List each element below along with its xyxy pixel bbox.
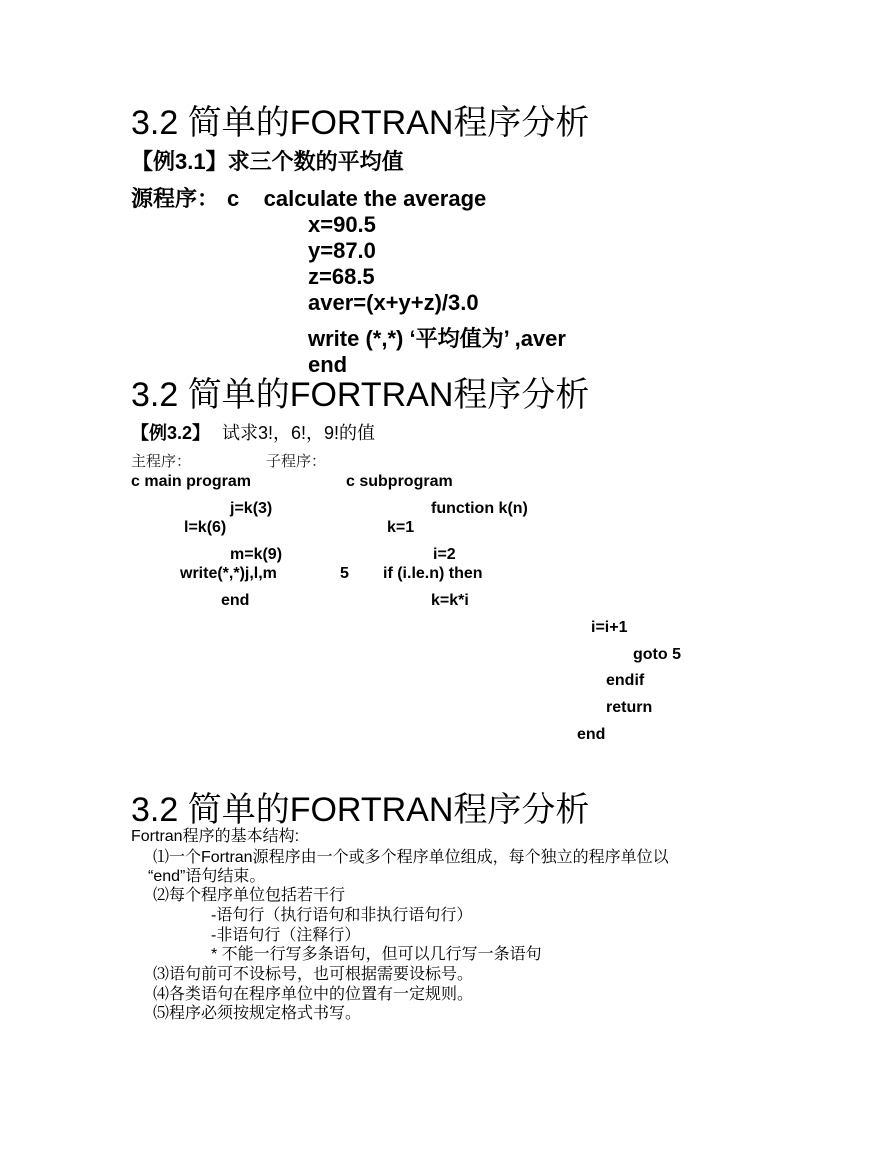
section1-heading: 3.2 简单的FORTRAN程序分析 <box>131 104 590 142</box>
main-code-line: l=k(6) <box>184 519 227 536</box>
structure-intro: Fortran程序的基本结构: <box>131 828 300 845</box>
main-code-line: end <box>221 592 250 609</box>
sub-code-line: end <box>577 726 606 743</box>
source-label: 源程序： <box>131 186 220 211</box>
code-line: end <box>308 352 348 377</box>
code-line: z=68.5 <box>308 264 375 289</box>
structure-item: ⑶语句前可不设标号，也可根据需要设标号。 <box>153 966 474 983</box>
structure-item: ⑸程序必须按规定格式书写。 <box>153 1005 362 1022</box>
code-line: y=87.0 <box>308 238 376 263</box>
sub-code-line: i=2 <box>433 546 456 563</box>
code-line: x=90.5 <box>308 212 376 237</box>
main-program-label: 主程序： <box>131 453 192 470</box>
structure-item: ⑷各类语句在程序单位中的位置有一定规则。 <box>153 986 474 1003</box>
structure-item: ⑴一个Fortran源程序由一个或多个程序单位组成，每个独立的程序单位以 <box>153 849 669 866</box>
main-code-line: write(*,*)j,l,m <box>180 565 277 582</box>
example-3-2-label: 【例3.2】 <box>131 423 211 443</box>
sub-code-line: function k(n) <box>431 500 528 517</box>
main-code-line: c main program <box>131 473 252 490</box>
sub-code-line: return <box>606 699 653 716</box>
structure-item-cont: “end”语句结束。 <box>148 868 266 885</box>
statement-label-5: 5 <box>340 565 349 582</box>
sub-code-line: goto 5 <box>633 646 681 663</box>
sub-code-line: endif <box>606 672 645 689</box>
sub-code-line: c subprogram <box>346 473 453 490</box>
section2-heading: 3.2 简单的FORTRAN程序分析 <box>131 376 590 414</box>
section3-heading: 3.2 简单的FORTRAN程序分析 <box>131 791 590 829</box>
structure-subitem: -语句行（执行语句和非执行语句行） <box>211 907 473 924</box>
code-line: c calculate the average <box>227 186 487 211</box>
example-3-2-text: 试求3!，6!，9!的值 <box>222 423 376 443</box>
code-line: aver=(x+y+z)/3.0 <box>308 290 479 315</box>
main-code-line: j=k(3) <box>230 500 273 517</box>
sub-code-line: k=1 <box>387 519 415 536</box>
structure-item: ⑵每个程序单位包括若干行 <box>153 887 346 904</box>
main-code-line: m=k(9) <box>230 546 283 563</box>
structure-note: * 不能一行写多条语句，但可以几行写一条语句 <box>211 946 542 963</box>
sub-code-line: if (i.le.n) then <box>383 565 483 582</box>
code-line: write (*,*) ‘平均值为’ ,aver <box>308 326 566 351</box>
sub-code-line: i=i+1 <box>591 619 628 636</box>
structure-subitem: -非语句行（注释行） <box>211 927 361 944</box>
sub-code-line: k=k*i <box>431 592 469 609</box>
subprogram-label: 子程序： <box>266 453 327 470</box>
example-3-1-title: 【例3.1】求三个数的平均值 <box>131 149 404 174</box>
